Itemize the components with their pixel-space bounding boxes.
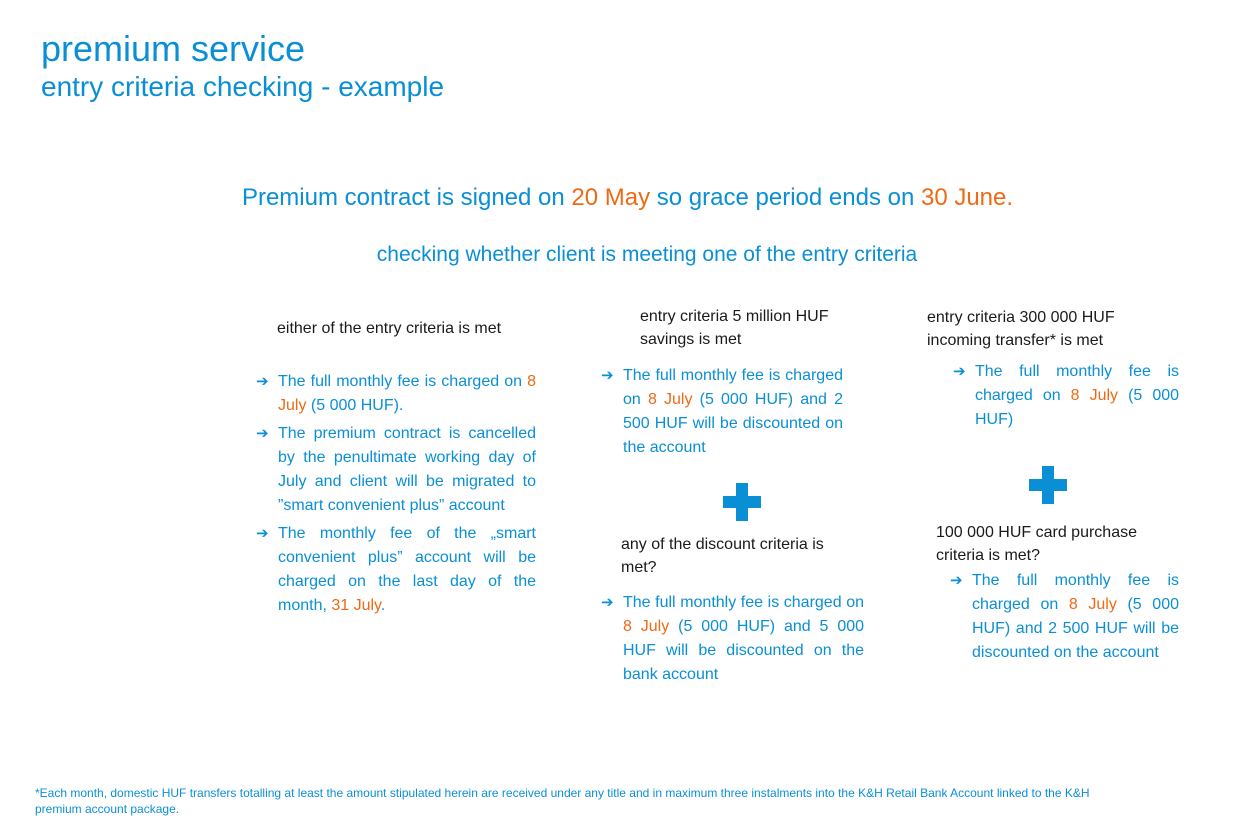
col3-bullet-1: ➔ The full monthly fee is charged on 8 July (5 000 HUF): [953, 360, 1179, 432]
headline-text-2: so grace period ends on: [650, 184, 921, 211]
col3-heading: entry criteria 300 000 HUF incoming transfer* is met: [927, 309, 1115, 349]
col2-heading: entry criteria 5 million HUF savings is met: [640, 308, 829, 348]
title-line-1: premium service: [41, 28, 306, 69]
plus-icon: [723, 483, 761, 521]
col2-heading-2: any of the discount criteria is met?: [621, 536, 824, 576]
arrow-right-icon: ➔: [256, 373, 269, 390]
headline-date-grace-end: 30 June.: [920, 184, 1014, 211]
footnote: *Each month, domestic HUF transfers totalling at least the amount stipulated herein are received under any title and in maximum three instalments into the K&H Retail Bank Account linked to the K&H premium account package.: [35, 786, 1090, 816]
col3-bullet-2: ➔ The full monthly fee is charged on 8 July (5 000 HUF) and 2 500 HUF will be discounted on the account: [950, 569, 1179, 665]
col1-bullets: [256, 370, 536, 622]
arrow-right-icon: ➔: [256, 525, 269, 542]
col3-heading-2: 100 000 HUF card purchase criteria is met?: [936, 524, 1137, 564]
col2-bullet-2: ➔ The full monthly fee is charged on 8 July (5 000 HUF) and 5 000 HUF will be discounted on the bank account: [601, 591, 864, 687]
headline-date-signed: 20 May: [571, 184, 651, 211]
col2-bullet-1: ➔ The full monthly fee is charged on 8 July (5 000 HUF) and 2 500 HUF will be discounted on the account: [601, 364, 843, 460]
plus-icon: [1029, 466, 1067, 504]
arrow-right-icon: ➔: [953, 363, 966, 380]
slide-title: [41, 28, 444, 104]
arrow-right-icon: ➔: [256, 425, 269, 442]
col2-bullets-1: [601, 364, 843, 464]
subheadline: checking whether client is meeting one of the entry criteria: [376, 243, 918, 266]
col3-bullets-2: [950, 569, 1179, 669]
col1-heading: either of the entry criteria is met: [277, 320, 502, 337]
col1-bullet-3: ➔ The monthly fee of the „smart convenient plus” account will be charged on the last day of the month, 31 July.: [256, 522, 536, 618]
headline-text-1: Premium contract is signed on: [241, 184, 572, 211]
col1-bullet-1: ➔ The full monthly fee is charged on 8 July (5 000 HUF).: [256, 370, 536, 418]
col2-bullets-2: [601, 591, 864, 691]
arrow-right-icon: ➔: [601, 594, 614, 611]
headline: [0, 184, 1237, 212]
arrow-right-icon: ➔: [950, 572, 963, 589]
title-line-2: entry criteria checking - example: [41, 71, 445, 102]
col1-bullet-2: ➔ The premium contract is cancelled by the penultimate working day of July and client will be migrated to ”smart convenient plus” account: [256, 422, 536, 518]
arrow-right-icon: ➔: [601, 367, 614, 384]
col3-bullets-1: [953, 360, 1179, 436]
